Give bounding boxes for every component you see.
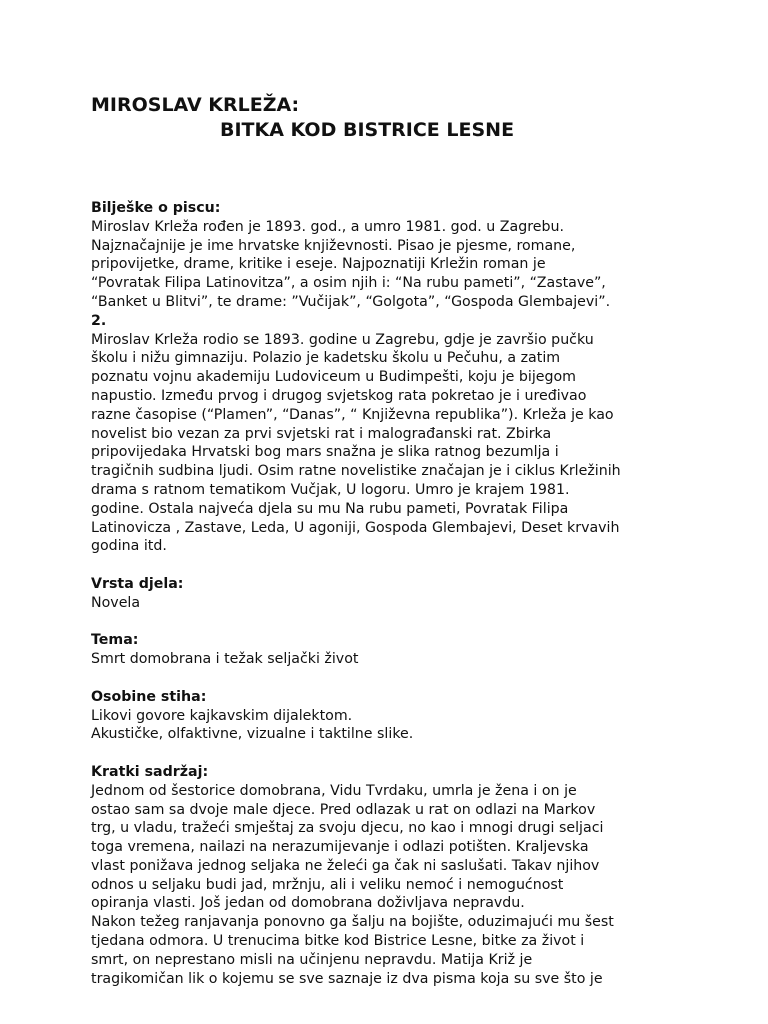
text-line: razne časopise (“Plamen”, “Danas”, “ Književna republika”). Krleža je kao	[91, 406, 614, 423]
text-line: napustio. Između prvog i drugog svjetskog rata pokretao je i uređivao	[91, 387, 587, 404]
paragraph-gap	[91, 613, 691, 632]
text-line: toga vremena, nailazi na nerazumijevanje i odlazi potišten. Kraljevska	[91, 839, 589, 856]
text-line: Latinovicza , Zastave, Leda, U agoniji, Gospoda Glembajevi, Deset krvavih	[91, 519, 620, 536]
text-line: novelist bio vezan za prvi svjetski rat i malograđanski rat. Zbirka	[91, 425, 552, 442]
text-line: “Povratak Filipa Latinovitza”, a osim njih i: “Na rubu pameti”, “Zastave”,	[91, 275, 606, 292]
document-title-author: MIROSLAV KRLEŽA:	[91, 94, 300, 116]
section-vrsta-djela	[91, 575, 691, 613]
section-biljeske	[91, 199, 691, 312]
section-osobine-stiha	[91, 688, 691, 744]
text-line: smrt, on neprestano misli na učinjenu nepravdu. Matija Križ je	[91, 951, 533, 968]
text-line: tjedana odmora. U trenucima bitke kod Bistrice Lesne, bitke za život i	[91, 933, 585, 950]
text-line: pripovijedaka Hrvatski bog mars snažna je slika ratnog bezumlja i	[91, 444, 559, 461]
text-line: tragikomičan lik o kojemu se sve saznaje iz dva pisma koja su sve što je	[91, 970, 603, 987]
text-line: poznatu vojnu akademiju Ludoviceum u Budimpešti, koju je bijegom	[91, 369, 576, 386]
document-body	[91, 199, 691, 988]
text-line: odnos u seljaku budi jad, mržnju, ali i veliku nemoć i nemogućnost	[91, 876, 564, 893]
text-line: Jednom od šestorice domobrana, Vidu Tvrdaku, umrla je žena i on je	[91, 782, 577, 799]
text-line: Miroslav Krleža rodio se 1893. godine u Zagrebu, gdje je završio pučku	[91, 331, 594, 348]
text-line: Likovi govore kajkavskim dijalektom.	[91, 707, 353, 724]
text-line: vlast ponižava jednog seljaka ne želeći ga čak ni saslušati. Takav njihov	[91, 857, 600, 874]
text-line: Novela	[91, 594, 141, 611]
text-line: Smrt domobrana i težak seljački život	[91, 651, 359, 668]
paragraph-gap	[91, 669, 691, 688]
section-kratki-sadrzaj	[91, 763, 691, 989]
text-line: pripovijetke, drame, kritike i eseje. Najpoznatiji Krležin roman je	[91, 256, 546, 273]
text-line: drama s ratnom tematikom Vučjak, U logoru. Umro je krajem 1981.	[91, 481, 570, 498]
paragraph-gap	[91, 744, 691, 763]
text-line: Najznačajnije je ime hrvatske književnosti. Pisao je pjesme, romane,	[91, 237, 576, 254]
section-heading: Kratki sadržaj:	[91, 763, 209, 780]
text-line: školu i nižu gimnaziju. Polazio je kadetsku školu u Pečuhu, a zatim	[91, 350, 561, 367]
text-line: trg, u vladu, tražeći smještaj za svoju djecu, no kao i mnogi drugi seljaci	[91, 820, 604, 837]
section-heading: Tema:	[91, 632, 139, 649]
text-line: godina itd.	[91, 538, 167, 555]
document-title-work: BITKA KOD BISTRICE LESNE	[220, 119, 515, 141]
text-line: Miroslav Krleža rođen je 1893. god., a umro 1981. god. u Zagrebu.	[91, 218, 564, 235]
text-line: Nakon težeg ranjavanja ponovno ga šalju na bojište, oduzimajući mu šest	[91, 914, 614, 931]
section-heading: Osobine stiha:	[91, 688, 207, 705]
text-line: ostao sam sa dvoje male djece. Pred odlazak u rat on odlazi na Markov	[91, 801, 596, 818]
text-line: Akustičke, olfaktivne, vizualne i taktilne slike.	[91, 726, 414, 743]
section-tema	[91, 631, 691, 669]
paragraph-gap	[91, 556, 691, 575]
text-line: tragičnih sudbina ljudi. Osim ratne novelistike značajan je i ciklus Krležinih	[91, 463, 621, 480]
section-heading: Vrsta djela:	[91, 575, 184, 592]
text-line: opiranja vlasti. Još jedan od domobrana doživljava nepravdu.	[91, 895, 525, 912]
text-line: godine. Ostala najveća djela su mu Na rubu pameti, Povratak Filipa	[91, 500, 569, 517]
section-heading: 2.	[91, 312, 107, 329]
section-heading: Bilješke o piscu:	[91, 200, 221, 216]
section-dva	[91, 312, 691, 556]
text-line: “Banket u Blitvi”, te drame: ”Vučijak”, “Golgota”, “Gospoda Glembajevi”.	[91, 293, 611, 310]
